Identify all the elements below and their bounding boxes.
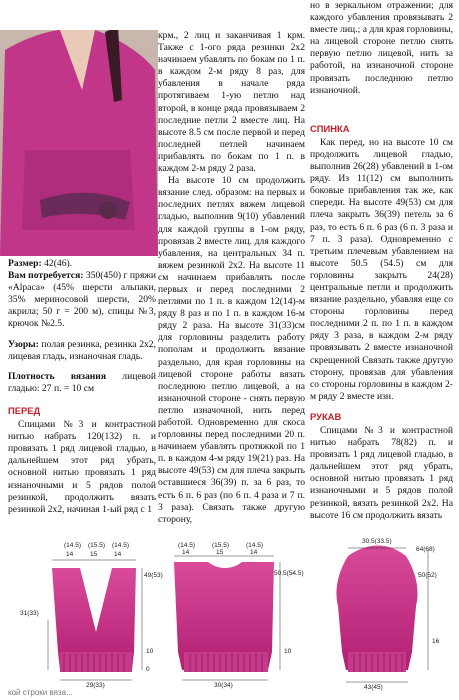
- garment-photo: [0, 30, 158, 256]
- back-top-1: (14.5): [178, 542, 195, 549]
- col2-p1: крм., 2 лиц и заканчивая 1 крм. Также с 1-ого ряда резинки 2х2 начинаем убавлять по бокам по 1 п. в каждом 2-м ряду 8 раз, для убавления в начале ряда протягиваем 1-ую петлю над второй, в конце ряда провязываем 2 последние петли 2 вместе лиц. На высоте 8.5 см после первой и перед последней петлей начинаем прибавлять по бокам по 1 п. в каждом 2-м ряду 2 раза.: [158, 30, 305, 175]
- back-topv-1: 14: [182, 549, 190, 556]
- back-right-top: 50.5(54.5): [274, 570, 304, 577]
- back-top-3: (14.5): [246, 542, 263, 549]
- sleeve-right-top: 64(68): [416, 546, 435, 553]
- density-text: лицевой гладью: 27 п. = 10 см: [8, 370, 156, 394]
- col2-p2: На высоте 10 см продолжить вязание след. образом: на первых и последних петлях вяжем лицевой гладью, выполнив 9(10) убавлений для каждой группы в 1-ом ряду, провязав 2 вместе лиц. для каждого убавления, на центральных 34 п. вяжем резинкой 2х2. На высоте 11 см начинаем прибавлять после первых и перед последними 2 петлями по 1 п. в каждом 12(14)-м ряду 8 раз и по 1 п. в каждом 16-м ряду 2 раза. На высоте 31(33)см для горловины разделить работу пополам и продолжить вязание раздельно, для края горловины на лицевой стороне работы вязать последнюю петлю лицевой, а на изнаночной стороне - снять первую петлю изначочной, нить перед работой. Одновременно для скоса горловины перед последними 20 п. начинаем убавлять протяжкой по 1 п. в каждом 4-м ряду 19(21) раз. На высоте 49(53) см для плеча закрыть оставшиеся 36(39) п. за 6 раз, то есть 6 п. 6 раз (по 6 п. 4 раза и 7 п. 3 раза). Связать также другую сторону,: [158, 175, 305, 525]
- front-text: Спицами №3 и контрастной нитью набрать 120(132) п. и провязать 1 ряд лицевой гладью, в дальнейшем этот ряд убрать, основной нитью провязать 1 ряд изнаночными и 5 рядов полой резинкой, продолжить вязать резинкой 2х2, начиная 1-ый ряд с 1: [8, 419, 156, 515]
- front-top-1: (14.5): [64, 542, 81, 549]
- col3-intro: но в зеркальном отражении; для каждого убавления провязывать 2 вместе лиц.; а для края горловины, на лицевой стороне петлю снять первую петлю лицевой, нить за работой, на изнаночной стороне провязать последнюю петлю изнаночной.: [310, 0, 453, 96]
- patterns-label: Узоры:: [8, 338, 39, 350]
- sleeve-bottom-width: 43(45): [364, 684, 383, 691]
- back-right-bottom: 10: [284, 648, 292, 655]
- need-line: [8, 270, 156, 330]
- front-bottom-width: 29(33): [86, 682, 105, 689]
- front-left-mid: 31(33): [20, 610, 39, 617]
- front-topv-2: 15: [90, 551, 98, 558]
- front-bottom-right: 0: [146, 666, 150, 673]
- sleeve-text: Спицами №3 и контрастной нитью набрать 78(82) п. и провязать 1 ряд лицевой гладью, в дальнейшем этот ряд убрать, основной нитью провязать 1 ряд изнаночными и 5 рядов полой резинкой, вязать резинкой 2х2. На высоте 16 см продолжить вязать: [310, 425, 453, 521]
- front-top-3: (14.5): [112, 542, 129, 549]
- front-top-2: (15.5): [88, 542, 105, 549]
- sweater-illustration: [0, 30, 158, 256]
- back-heading: СПИНКА: [310, 122, 350, 134]
- sleeve-top-width: 30.5(33.5): [362, 538, 392, 545]
- back-top-2: (15.5): [212, 542, 229, 549]
- front-right-top: 49(53): [144, 572, 163, 579]
- sleeve-diagram: [312, 540, 452, 700]
- need-text: 350(450) г пряжи «Alpaca» (45% шерсти альпаки, 35% мериносовой шерсти, 20% акрила; 50 г = 200 м), спицы №3, крючок №2.5.: [8, 270, 156, 330]
- front-heading: ПЕРЕД: [8, 404, 41, 416]
- patterns-line: [8, 339, 156, 363]
- size-line: [8, 258, 156, 270]
- back-bottom-width: 30(34): [214, 682, 233, 689]
- front-diagram: [8, 540, 168, 700]
- back-diagram: [168, 540, 308, 700]
- density-line: [8, 371, 156, 395]
- front-topv-1: 14: [66, 551, 74, 558]
- back-topv-3: 14: [250, 549, 258, 556]
- density-label: Плотность вязания: [8, 370, 107, 382]
- patterns-text: полая резинка, резинка 2х2, лицевая гладь, изнаночная гладь.: [8, 338, 156, 362]
- sleeve-right-mid: 50(52): [418, 572, 437, 579]
- back-text: Как перед, но на высоте 10 см продолжить лицевой гладью, выполнив 26(28) убавлений в 1-ом ряду. Из 11(12) см выполнить боковые прибавления так же, как спереди. На высоте 49(53) см для плеча закрыть 36(39) петель за 6 раз, то есть 6 п. 6 раз (6 п. 3 раза и 7 п. 3 раза). Одновременно с третьим плечевым убавлением на высоте 50.5 (54.5) см для горловины закрыть 24(28) центральные петли и продолжить вязание раздельно, убавляя еще со стороны горловины перед последними 2 п. по 1 п. в каждом ряду 3 раза, в каждом 2-м ряду провязывать 2 вместе изнаночной скрещенной Связать также другую сторону, провязав для убавления со стороны горловины в каждом 2-м ряду 2 вместе изн.: [310, 136, 453, 402]
- sleeve-right-low: 16: [432, 638, 440, 645]
- back-topv-2: 15: [216, 549, 224, 556]
- need-label: Вам потребуется:: [8, 270, 84, 282]
- size-label: Размер:: [8, 258, 42, 269]
- sleeve-heading: РУКАВ: [310, 410, 342, 422]
- front-right-bottom: 10: [146, 648, 154, 655]
- size-value: 42(46).: [44, 258, 73, 269]
- bottom-fragment: кой строки вяза...: [8, 688, 73, 697]
- front-topv-3: 14: [114, 551, 122, 558]
